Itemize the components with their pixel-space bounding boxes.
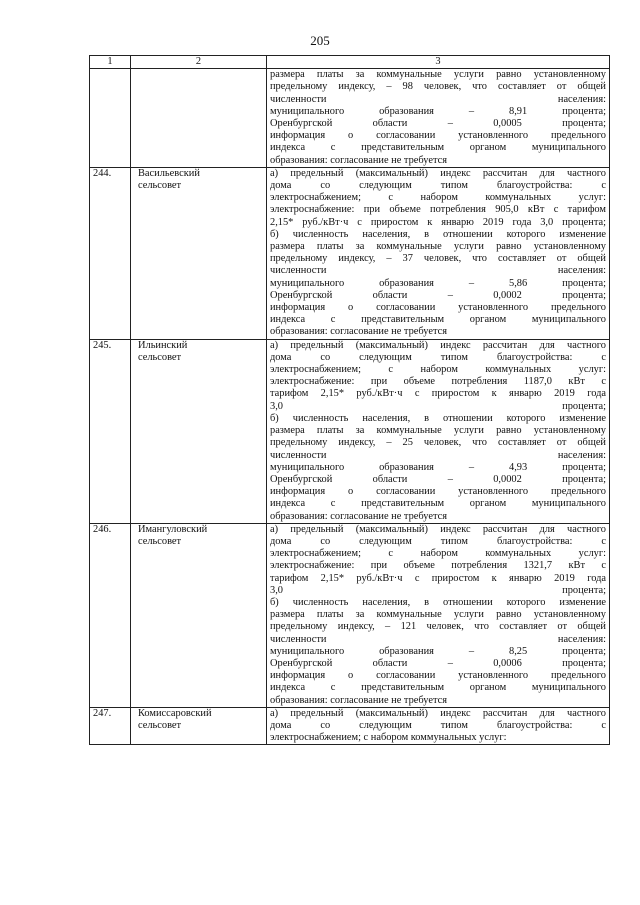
description-line: информация о согласовании установленного предельного bbox=[270, 302, 606, 314]
description-line: индекса с представительным органом муниципального bbox=[270, 142, 606, 154]
table-row bbox=[90, 707, 610, 745]
municipality-name-line: Комиссаровский bbox=[138, 707, 212, 719]
table-row bbox=[90, 339, 610, 523]
municipality-name-line: Ильинский bbox=[138, 339, 188, 351]
description-line: б) численность населения, в отношении которого изменение bbox=[270, 228, 606, 240]
municipality-name-line: сельсовет bbox=[138, 351, 182, 363]
index-description bbox=[267, 167, 610, 339]
municipality-name-line: Имангуловский bbox=[138, 523, 208, 535]
description-line: электроснабжением; с набором коммунальных услуг: bbox=[270, 548, 606, 560]
description-line: б) численность населения, в отношении которого изменение bbox=[270, 412, 606, 424]
table-row bbox=[90, 167, 610, 339]
row-number bbox=[90, 69, 131, 168]
description-line: Оренбургской области – 0,0006 процента; bbox=[270, 657, 606, 669]
description-line: численности населения: bbox=[270, 265, 606, 277]
municipality-name-line: сельсовет bbox=[138, 535, 182, 547]
column-header-3: 3 bbox=[267, 56, 610, 69]
row-number: 246. bbox=[90, 523, 131, 707]
index-description bbox=[267, 707, 610, 745]
description-line: предельному индексу, – 98 человек, что составляет от общей bbox=[270, 81, 606, 93]
description-line: информация о согласовании установленного предельного bbox=[270, 670, 606, 682]
municipality-name-line: Васильевский bbox=[138, 167, 200, 179]
row-number: 247. bbox=[90, 707, 131, 745]
municipality-name bbox=[131, 707, 267, 745]
description-line: размера платы за коммунальные услуги равно установленному bbox=[270, 425, 606, 437]
page-number: 205 bbox=[310, 33, 330, 48]
description-line: 2,15* руб./кВт·ч с приростом к январю 2019 года 3,0 процента; bbox=[270, 216, 606, 228]
description-line: электроснабжение: при объеме потребления 905,0 кВт с тарифом bbox=[270, 204, 606, 216]
description-line: дома со следующим типом благоустройства: с bbox=[270, 180, 606, 192]
municipality-name-line: сельсовет bbox=[138, 180, 182, 192]
description-line: дома со следующим типом благоустройства: с bbox=[270, 351, 606, 363]
description-line: дома со следующим типом благоустройства: с bbox=[270, 535, 606, 547]
description-line: электроснабжение: при объеме потребления 1187,0 кВт с bbox=[270, 376, 606, 388]
description-line: электроснабжением; с набором коммунальных услуг: bbox=[270, 732, 507, 744]
description-line: образования: согласование не требуется bbox=[270, 694, 448, 706]
description-line: размера платы за коммунальные услуги равно установленному bbox=[270, 241, 606, 253]
description-line: индекса с представительным органом муниципального bbox=[270, 498, 606, 510]
description-line: 3,0 процента; bbox=[270, 400, 606, 412]
description-line: образования: согласование не требуется bbox=[270, 326, 448, 338]
description-line: а) предельный (максимальный) индекс рассчитан для частного bbox=[270, 707, 606, 719]
row-number: 245. bbox=[90, 339, 131, 523]
municipality-name-line: сельсовет bbox=[138, 719, 182, 731]
description-line: численности населения: bbox=[270, 449, 606, 461]
municipality-name bbox=[131, 523, 267, 707]
municipality-name bbox=[131, 69, 267, 168]
description-line: муниципального образования – 5,86 процента; bbox=[270, 277, 606, 289]
description-line: а) предельный (максимальный) индекс рассчитан для частного bbox=[270, 339, 606, 351]
column-header-1: 1 bbox=[90, 56, 131, 69]
description-line: индекса с представительным органом муниципального bbox=[270, 682, 606, 694]
table-body bbox=[90, 69, 610, 745]
description-line: муниципального образования – 4,93 процента; bbox=[270, 461, 606, 473]
column-header-2: 2 bbox=[131, 56, 267, 69]
index-description bbox=[267, 339, 610, 523]
description-line: а) предельный (максимальный) индекс рассчитан для частного bbox=[270, 167, 606, 179]
municipality-name bbox=[131, 339, 267, 523]
description-line: электроснабжением; с набором коммунальных услуг: bbox=[270, 364, 606, 376]
description-line: информация о согласовании установленного предельного bbox=[270, 486, 606, 498]
index-description bbox=[267, 523, 610, 707]
description-line: тарифом 2,15* руб./кВт·ч с приростом к январю 2019 года bbox=[270, 572, 606, 584]
table-row bbox=[90, 69, 610, 168]
description-line: информация о согласовании установленного предельного bbox=[270, 130, 606, 142]
municipality-name bbox=[131, 167, 267, 339]
description-line: муниципального образования – 8,25 процента; bbox=[270, 645, 606, 657]
description-line: образования: согласование не требуется bbox=[270, 510, 448, 522]
description-line: размера платы за коммунальные услуги равно установленному bbox=[270, 69, 606, 81]
row-number: 244. bbox=[90, 167, 131, 339]
description-line: предельному индексу, – 121 человек, что составляет от общей bbox=[270, 621, 606, 633]
description-line: численности населения: bbox=[270, 633, 606, 645]
description-line: предельному индексу, – 25 человек, что составляет от общей bbox=[270, 437, 606, 449]
description-line: тарифом 2,15* руб./кВт·ч с приростом к январю 2019 года bbox=[270, 388, 606, 400]
description-line: размера платы за коммунальные услуги равно установленному bbox=[270, 609, 606, 621]
description-line: 3,0 процента; bbox=[270, 584, 606, 596]
index-description bbox=[267, 69, 610, 168]
table-header-row bbox=[90, 56, 610, 69]
description-line: б) численность населения, в отношении которого изменение bbox=[270, 596, 606, 608]
description-line: образования: согласование не требуется bbox=[270, 154, 448, 166]
description-line: муниципального образования – 8,91 процента; bbox=[270, 105, 606, 117]
description-line: индекса с представительным органом муниципального bbox=[270, 314, 606, 326]
description-line: дома со следующим типом благоустройства: с bbox=[270, 719, 606, 731]
description-line: предельному индексу, – 37 человек, что составляет от общей bbox=[270, 253, 606, 265]
description-line: электроснабжение: при объеме потребления 1321,7 кВт с bbox=[270, 560, 606, 572]
description-line: а) предельный (максимальный) индекс рассчитан для частного bbox=[270, 523, 606, 535]
description-line: Оренбургской области – 0,0002 процента; bbox=[270, 473, 606, 485]
description-line: электроснабжением; с набором коммунальных услуг: bbox=[270, 192, 606, 204]
table-row bbox=[90, 523, 610, 707]
index-table bbox=[89, 55, 610, 745]
description-line: Оренбургской области – 0,0005 процента; bbox=[270, 118, 606, 130]
description-line: Оренбургской области – 0,0002 процента; bbox=[270, 289, 606, 301]
description-line: численности населения: bbox=[270, 93, 606, 105]
